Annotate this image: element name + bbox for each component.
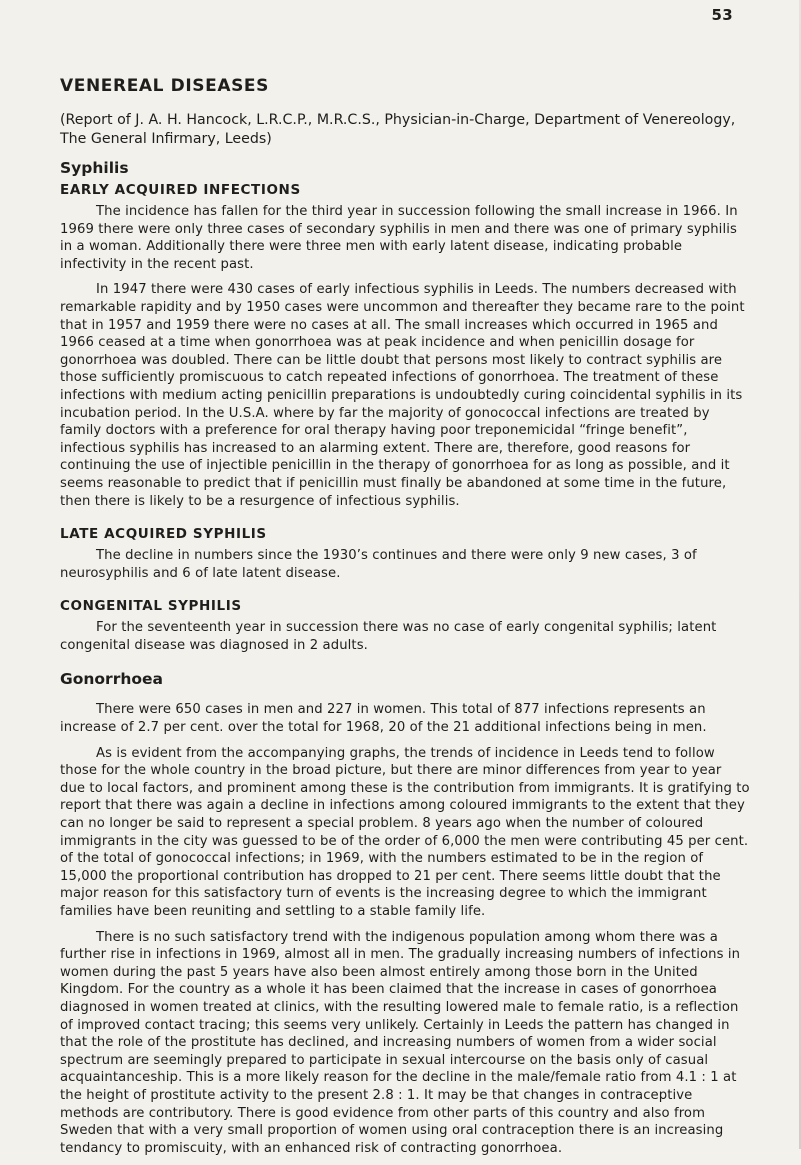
congenital-paragraph: For the seventeenth year in succession there was no case of early congenital syphilis; latent congenital disease was diagnosed in 2 adults. bbox=[60, 620, 717, 653]
late-acquired-paragraph: The decline in numbers since the 1930’s continues and there were only 9 new cases, 3 of neurosyphilis and 6 of late latent disease. bbox=[60, 548, 697, 581]
gonorrhoea-paragraph: There were 650 cases in men and 227 in women. This total of 877 infections represents an increase of 2.7 per cent. over the total for 1968, 20 of the 21 additional infections being in men. bbox=[60, 702, 707, 736]
early-acquired-paragraph: In 1947 there were 430 cases of early infectious syphilis in Leeds. The numbers decreased with remarkable rapidity and by 1950 cases were uncommon and thereafter they became rare to the point that in 1957 and 1959 there were no cases at all. The small increases which occurred in 1965 and 1966 ceased at a time when gonorrhoea was at peak incidence and when penicillin dosage for gonorrhoea was doubled. There can be little doubt that persons most likely to contract syphilis are those sufficiently promiscuous to catch repeated infections of gonorrhoea. The treatment of these infections with medium acting penicillin preparations is undoubtedly curing coincidental syphilis in its incubation period. In the U.S.A. where by far the majority of gonococcal infections are treated by family doctors with a preference for oral therapy having poor treponemicidal “fringe benefit”, infectious syphilis has increased to an alarming extent. There are, therefore, good reasons for continuing the use of injectible penicillin in the therapy of gonorrhoea for as long as possible, and it seems reasonable to predict that if penicillin must finally be abandoned at some time in the future, then there is likely to be a resurgence of infectious syphilis. bbox=[60, 282, 745, 509]
report-title: VENEREAL DISEASES bbox=[60, 76, 269, 96]
gonorrhoea-heading: Gonorrhoea bbox=[60, 670, 163, 689]
congenital-heading: CONGENITAL SYPHILIS bbox=[60, 598, 242, 615]
gonorrhoea-paragraph: As is evident from the accompanying graphs, the trends of incidence in Leeds tend to follow those for the whole country in the broad picture, but there are minor differences from year to year due to local factors, and prominent among these is the contribution from immigrants. It is gratifying to report that there was again a decline in infections among coloured immigrants to the extent that they can no longer be said to represent a special problem. 8 years ago when the number of coloured immigrants in the city was guessed to be of the order of 6,000 the men were contributing 45 per cent. of the total of gonococcal infections; in 1969, with the numbers estimated to be in the region of 15,000 the proportional contribution has dropped to 21 per cent. There seems little doubt that the major reason for this satisfactory turn of events is the increasing degree to which the immigrant families have been reuniting and settling to a stable family life. bbox=[60, 745, 750, 919]
early-acquired-heading: EARLY ACQUIRED INFECTIONS bbox=[60, 182, 301, 198]
page-number: 53 bbox=[711, 6, 733, 24]
early-acquired-paragraph: The incidence has fallen for the third year in succession following the small increase in 1966. In 1969 there were only three cases of secondary syphilis in men and there was one of primary syphilis in a woman. Additionally there were three men with early latent disease, indicating probable infectivity in the recent past. bbox=[60, 204, 738, 272]
report-attribution: (Report of J. A. H. Hancock, L.R.C.P., M.R.C.S., Physician-in-Charge, Department of Venereology, The General Infirmary, Leeds) bbox=[60, 112, 736, 147]
gonorrhoea-paragraph: There is no such satisfactory trend with the indigenous population among whom there was a further rise in infections in 1969, almost all in men. The gradually increasing numbers of infections in women during the past 5 years have also been almost entirely among those born in the United Kingdom. For the country as a whole it has been claimed that the increase in cases of gonorrhoea diagnosed in women treated at clinics, with the resulting lowered male to female ratio, is a reflection of improved contact tracing; this seems very unlikely. Certainly in Leeds the pattern has changed in that the role of the prostitute has declined, and increasing numbers of women from a wider social spectrum are seemingly prepared to participate in sexual intercourse on the basis only of casual acquaintanceship. This is a more likely reason for the decline in the male/female ratio from 4.1 : 1 at the height of prostitute activity to the present 2.8 : 1. It may be that changes in contraceptive methods are contributory. There is good evidence from other parts of this country and also from Sweden that with a very small proportion of women using oral contraception there is an increasing tendancy to promiscuity, with an enhanced risk of contracting gonorrhoea. bbox=[60, 929, 741, 1156]
report-content bbox=[60, 76, 750, 1165]
syphilis-heading: Syphilis bbox=[60, 159, 129, 177]
late-acquired-heading: LATE ACQUIRED SYPHILIS bbox=[60, 526, 267, 543]
